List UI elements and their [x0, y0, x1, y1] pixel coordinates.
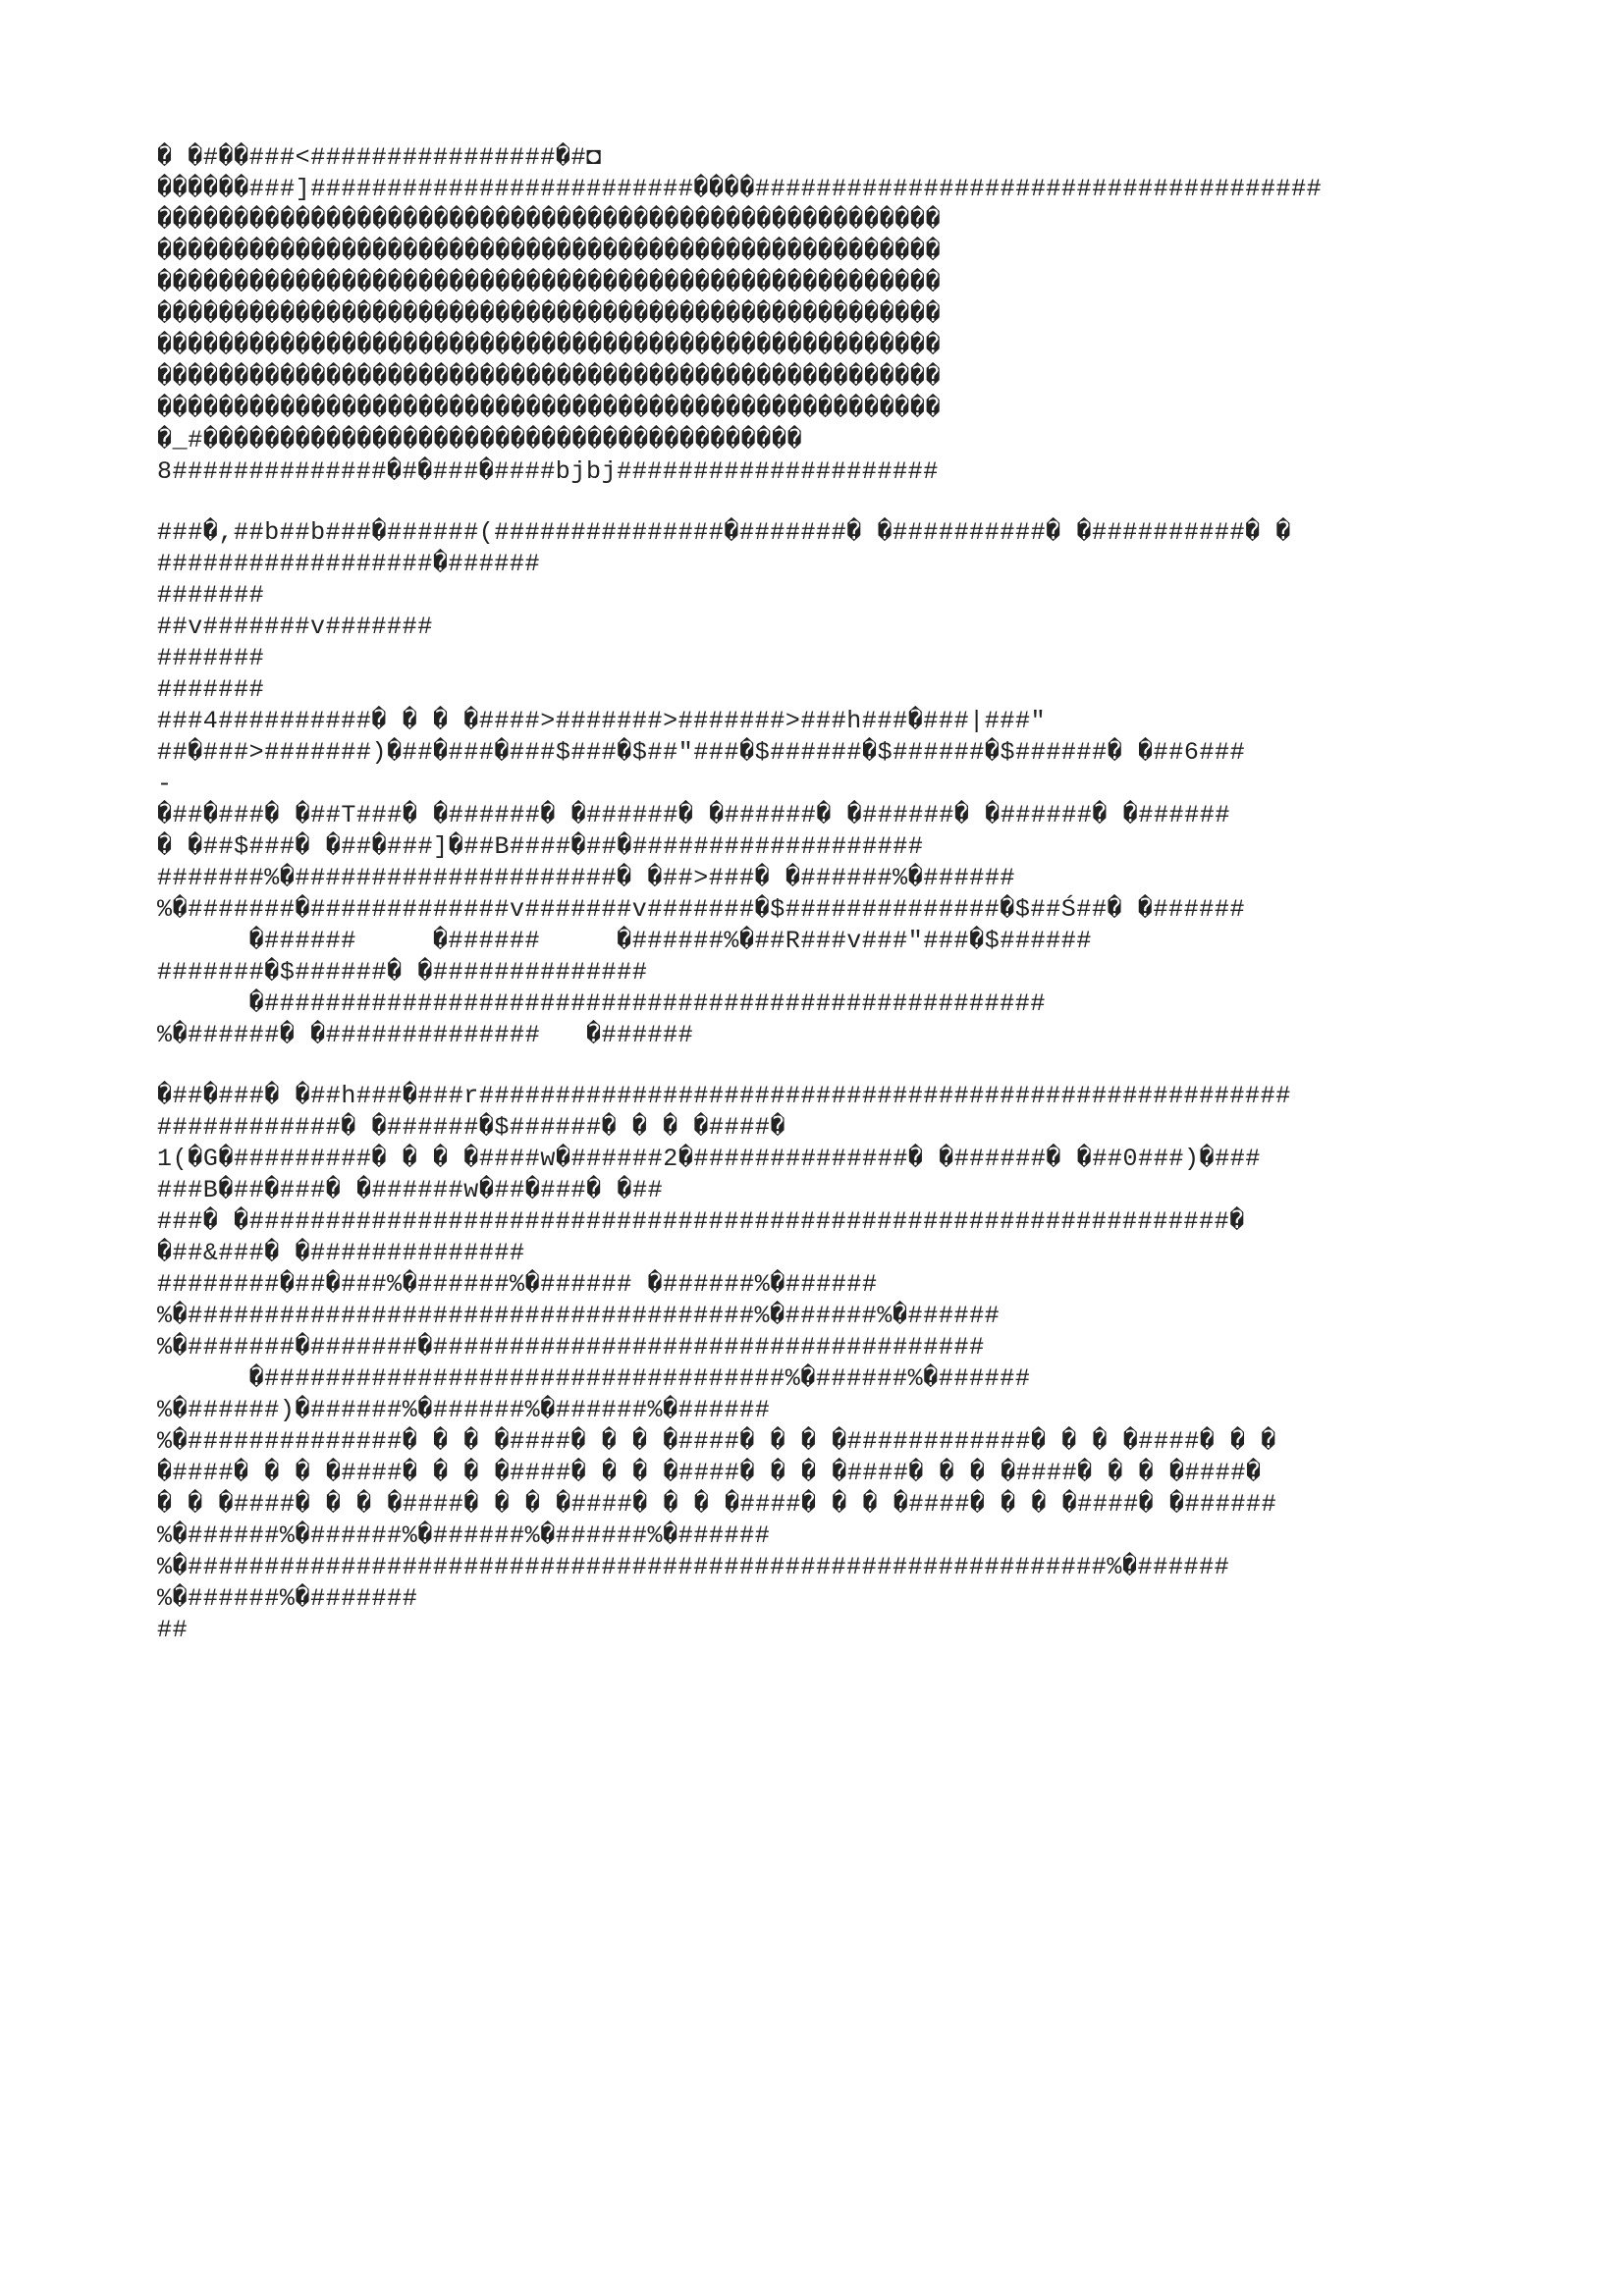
- garbled-text-line: #######: [157, 581, 265, 610]
- garbled-text-line: ������###]#########################����#####################################: [157, 175, 1323, 203]
- garbled-text-line: ###� �################################################################�: [157, 1207, 1245, 1236]
- garbled-text-line: %�######%�######%�######%�######%�######: [157, 1522, 771, 1550]
- garbled-text-line: �###### �###### �######%�##R###v###"###�$######: [157, 927, 1092, 955]
- garbled-text-line: � �#��###<################�#◘: [157, 143, 602, 172]
- garbled-text-line: #######%�#####################� �##>###� �######%�######: [157, 864, 1016, 892]
- garbled-text-line: �####� � � �####� � � �####� � � �####� � � �####� � � �####� � � �####�: [157, 1459, 1262, 1487]
- garbled-text-line: ���������������������������������������������������: [157, 300, 942, 329]
- garbled-text-line: ########�##�###%�######%�###### �######%�######: [157, 1270, 878, 1299]
- garbled-text-line: ###B�##�###� �######w�##�###� �##: [157, 1176, 664, 1204]
- garbled-text-line: ############� �######�$######� � � �####�: [157, 1113, 786, 1142]
- garbled-text-line: ���������������������������������������������������: [157, 332, 942, 360]
- garbled-text-line: %�############################################################%�######: [157, 1553, 1230, 1581]
- garbled-text-line: %�######%�#######: [157, 1584, 418, 1613]
- binary-block-2: [157, 517, 1532, 1051]
- garbled-text-line: %�#####################################%�######%�######: [157, 1302, 1001, 1330]
- garbled-text-line: �###################################################: [157, 989, 1046, 1018]
- garbled-text-line: ##: [157, 1616, 189, 1644]
- garbled-text-line: �##�###� �##T###� �######� �######� �######� �######� �######� �######: [157, 801, 1230, 829]
- garbled-text-line: �##################################%�######%�######: [157, 1364, 1031, 1393]
- garbled-text-line: � � �####� � � �####� � � �####� � � �####� � � �####� � � �####� �######: [157, 1490, 1277, 1519]
- garbled-text-line: � �##$###� �##�###]�##B####�##�###################: [157, 832, 924, 861]
- garbled-text-line: ##�###>#######)�##�###�###$###�$##"###�$######�$######�$######� �##6###: [157, 738, 1246, 767]
- garbled-text-line: ���������������������������������������������������: [157, 238, 942, 266]
- garbled-text-line: ���������������������������������������������������: [157, 395, 942, 423]
- garbled-text-line: �##&###� �##############: [157, 1239, 525, 1267]
- garbled-text-line: �##�###� �##h###�###r#####################################################: [157, 1082, 1291, 1110]
- garbled-text-line: -: [157, 770, 173, 798]
- section-gap: [157, 488, 1532, 517]
- garbled-text-line: ###4##########� � � �####>#######>#######>###h###�###|###": [157, 707, 1047, 735]
- garbled-text-line: ���������������������������������������������������: [157, 269, 942, 297]
- binary-block-1: [157, 142, 1532, 488]
- garbled-text-line: #######: [157, 675, 265, 704]
- binary-block-3: [157, 1081, 1532, 1646]
- garbled-text-line: #######: [157, 644, 265, 672]
- garbled-text-line: ###�,##b##b###�######(###############�#######� �##########� �##########� �: [157, 518, 1292, 547]
- garbled-text-line: %�######)�######%�######%�######%�######: [157, 1396, 771, 1424]
- garbled-text-line: 1(�G�#########� � � �####w�######2�##############� �######� �##0###)�###: [157, 1145, 1262, 1173]
- document-body: [157, 142, 1532, 1646]
- garbled-text-line: ���������������������������������������������������: [157, 206, 942, 235]
- garbled-text-line: �_#���������������������������������������: [157, 426, 803, 454]
- garbled-text-line: ���������������������������������������������������: [157, 363, 942, 392]
- garbled-text-line: %�#######�#######�####################################: [157, 1333, 985, 1362]
- garbled-text-line: %�##############� � � �####� � � �####� � � �############� � � �####� � �: [157, 1427, 1276, 1456]
- garbled-text-line: %�######� �############## �######: [157, 1021, 694, 1049]
- garbled-text-line: %�#######�#############v#######v#######�$##############�$##Ś##� �######: [157, 895, 1246, 924]
- garbled-text-line: #######�$######� �##############: [157, 958, 648, 987]
- garbled-text-line: 8##############�#�###�####bjbj#####################: [157, 457, 939, 486]
- section-gap: [157, 1051, 1532, 1081]
- garbled-text-line: ##################�######: [157, 550, 541, 578]
- garbled-text-line: ##v#######v#######: [157, 613, 433, 641]
